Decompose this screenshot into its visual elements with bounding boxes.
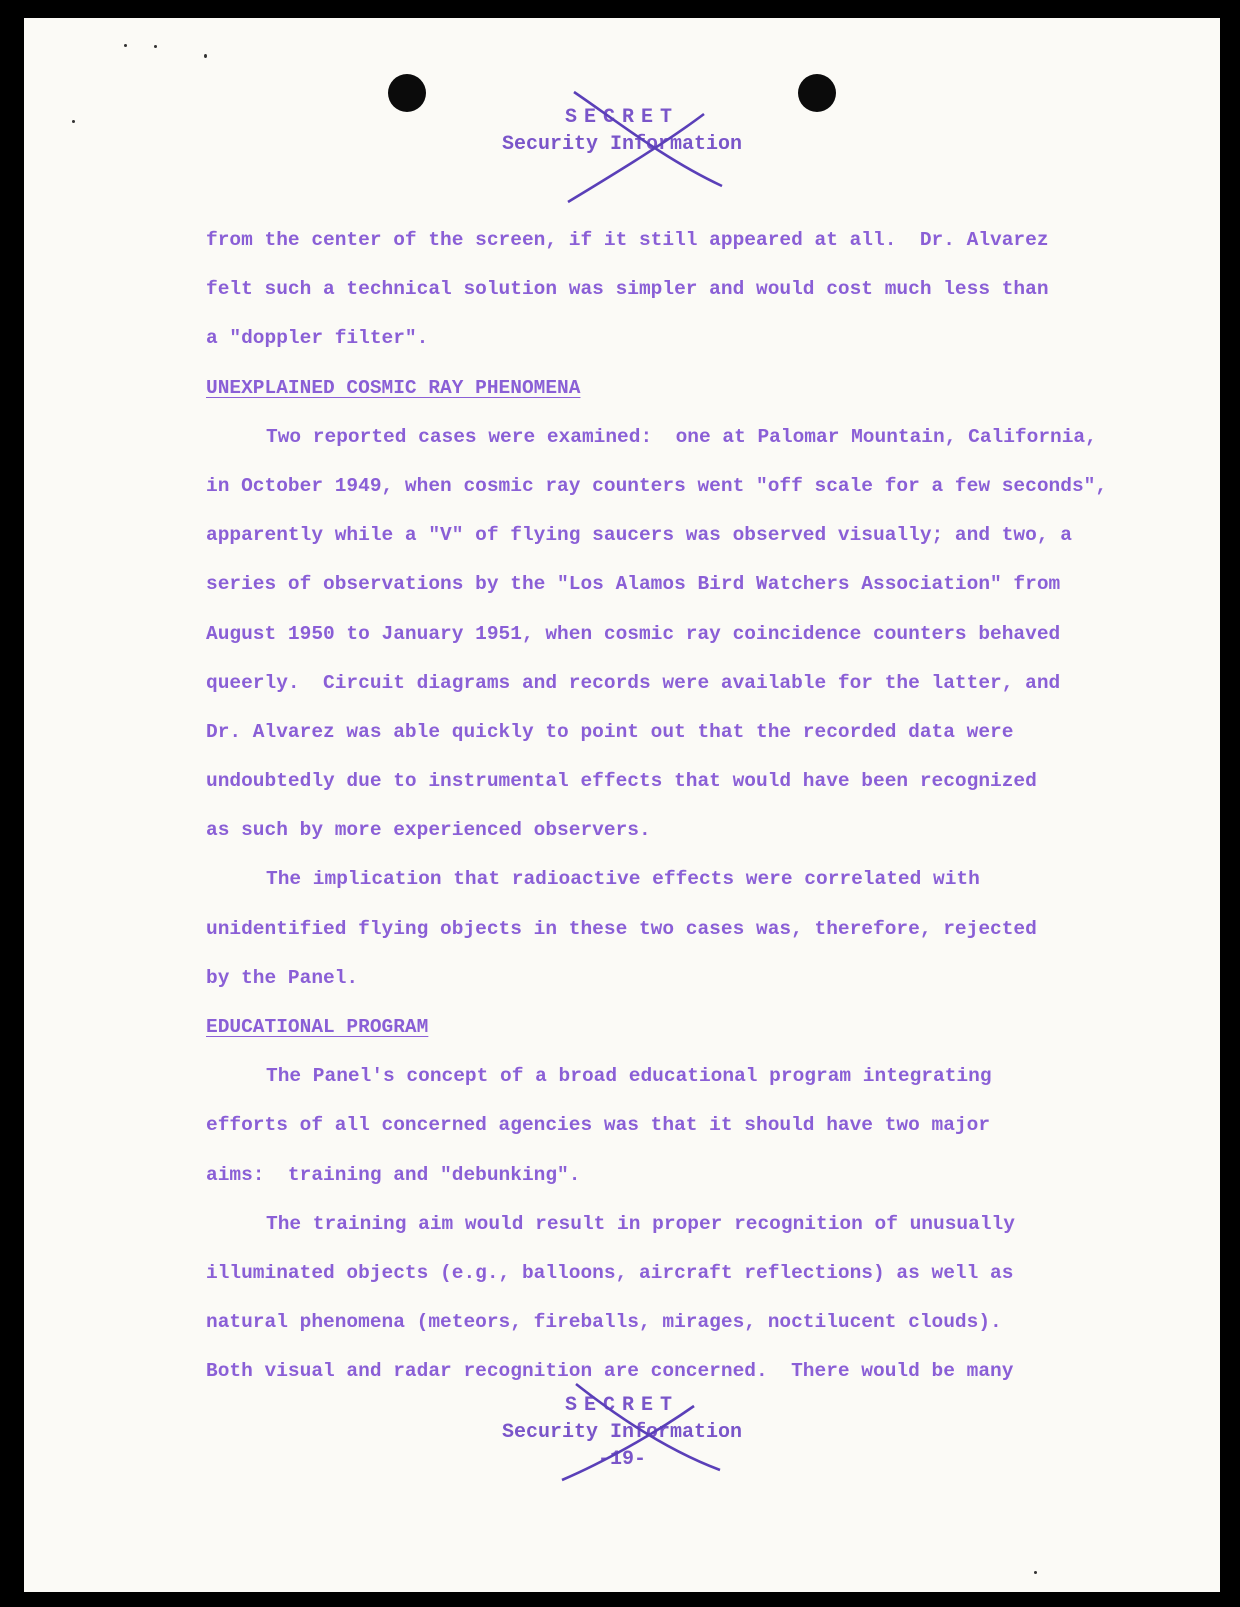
body-line: natural phenomena (meteors, fireballs, mirages, noctilucent clouds). (206, 1311, 1002, 1334)
header-classification-level: SECRET (564, 106, 679, 129)
body-line: illuminated objects (e.g., balloons, aircraft reflections) as well as (206, 1261, 1014, 1284)
body-line: Two reported cases were examined: one at Palomar Mountain, California, (266, 425, 1097, 448)
footer-classification-level: SECRET (564, 1394, 679, 1417)
paper-speck (154, 45, 157, 48)
body-line: in October 1949, when cosmic ray counters went "off scale for a few seconds", (206, 474, 1108, 497)
body-line: August 1950 to January 1951, when cosmic ray coincidence counters behaved (206, 622, 1061, 645)
section-heading-educational: EDUCATIONAL PROGRAM (206, 1016, 429, 1038)
body-line: Both visual and radar recognition are concerned. There would be many (206, 1360, 1014, 1383)
section-heading-cosmic-ray: UNEXPLAINED COSMIC RAY PHENOMENA (206, 376, 581, 399)
body-line: The implication that radioactive effects were correlated with (266, 868, 980, 891)
page-number: -19- (597, 1448, 646, 1471)
body-line: Dr. Alvarez was able quickly to point out that the recorded data were (206, 720, 1014, 743)
header-classification-caveat: Security Information (501, 133, 743, 156)
body-line: aims: training and "debunking". (206, 1163, 581, 1186)
footer-classification-caveat: Security Information (501, 1421, 743, 1444)
body-line: The training aim would result in proper recognition of unusually (266, 1212, 1015, 1235)
body-line: by the Panel. (206, 966, 359, 989)
body-line: from the center of the screen, if it still appeared at all. Dr. Alvarez (206, 229, 1049, 251)
document-body (206, 216, 1176, 1397)
header-strikethrough-x (544, 74, 744, 214)
body-line: felt such a technical solution was simpler and would cost much less than (206, 278, 1049, 301)
body-line: queerly. Circuit diagrams and records were available for the latter, and (206, 671, 1061, 694)
body-line: apparently while a "V" of flying saucers was observed visually; and two, a (206, 524, 1072, 547)
footer-strikethrough-x (544, 1374, 744, 1494)
body-line: series of observations by the "Los Alamos Bird Watchers Association" from (206, 573, 1061, 596)
paper-speck (124, 44, 127, 47)
body-line: The Panel's concept of a broad educational program integrating (266, 1065, 992, 1088)
document-page (24, 18, 1220, 1592)
paper-speck (204, 54, 207, 58)
body-line: as such by more experienced observers. (206, 819, 651, 842)
body-line: undoubtedly due to instrumental effects that would have been recognized (206, 770, 1037, 793)
body-line: unidentified flying objects in these two cases was, therefore, rejected (206, 917, 1037, 940)
body-line: efforts of all concerned agencies was that it should have two major (206, 1114, 991, 1137)
body-line: a "doppler filter". (206, 327, 429, 350)
paper-speck (1034, 1571, 1037, 1574)
